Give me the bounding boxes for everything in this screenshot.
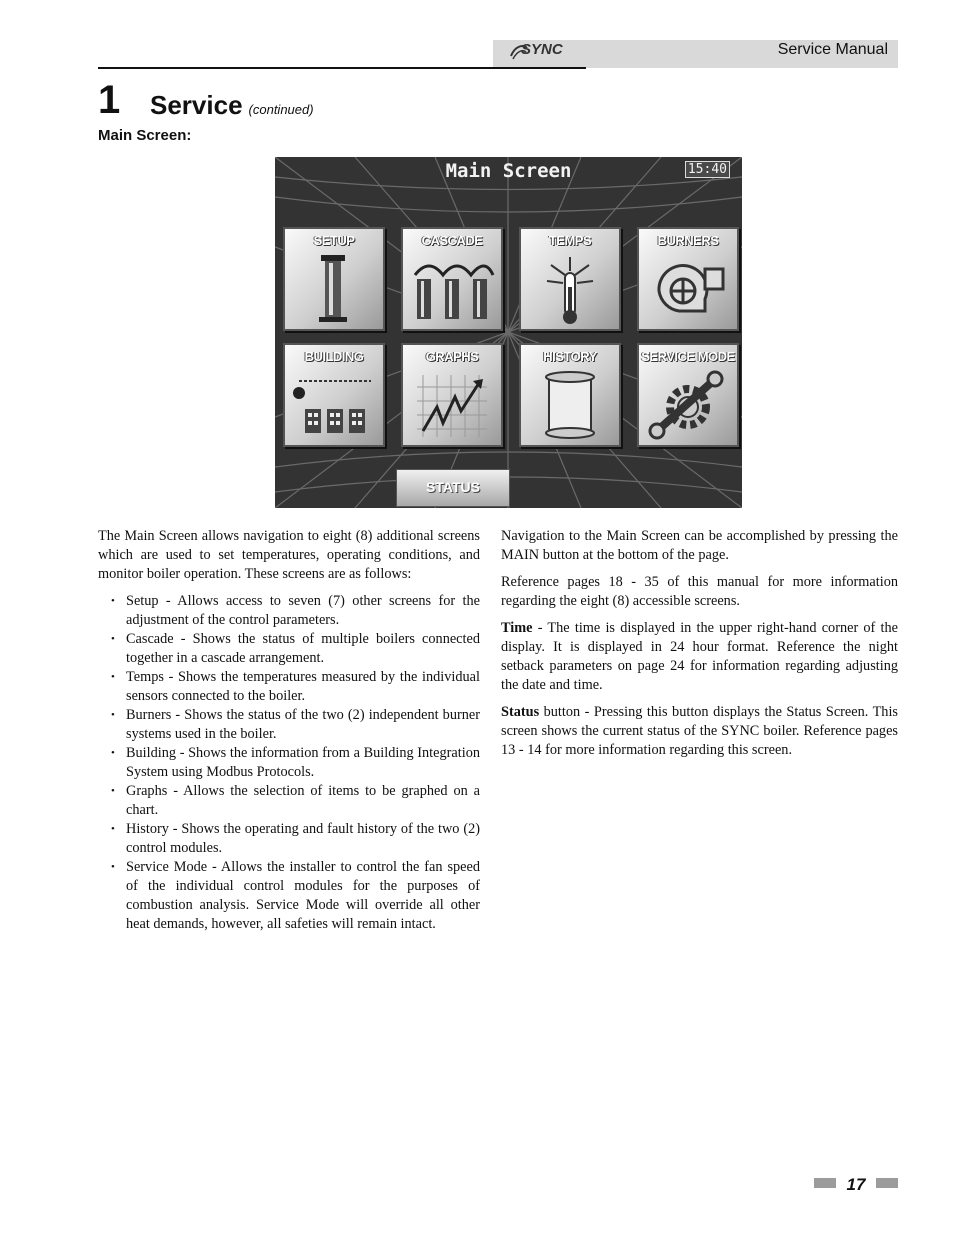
setup-tile-label: SETUP	[313, 233, 355, 248]
screen-title: Main Screen	[445, 160, 572, 182]
list-item: • History - Shows the operating and fault history of the two (2) control modules.	[126, 820, 480, 858]
subheading: Main Screen:	[98, 127, 192, 144]
footer-bar-right	[876, 1178, 898, 1188]
history-tile-label: HISTORY	[543, 349, 597, 364]
temps-tile[interactable]	[519, 227, 621, 331]
section-number: 1	[98, 78, 121, 122]
manual-title: Service Manual	[777, 41, 888, 58]
page-number: 17	[846, 1175, 866, 1194]
sync-logo	[509, 42, 569, 66]
list-item: • Burners - Shows the status of the two (2) independent burner systems used in the boiler.	[126, 706, 480, 744]
section-title-text: Service	[150, 90, 243, 120]
setup-tile[interactable]	[283, 227, 385, 331]
footer-bar-left	[814, 1178, 836, 1188]
building-tile[interactable]	[283, 343, 385, 447]
time-term: Time	[501, 620, 533, 636]
cascade-tile-label: CASCADE	[421, 233, 483, 248]
right-column	[501, 527, 898, 768]
boiler-column-icon	[285, 251, 383, 327]
list-item: • Cascade - Shows the status of multiple boilers connected together in a cascade arrangement.	[126, 630, 480, 668]
graphs-tile[interactable]	[401, 343, 503, 447]
time-text: - The time is displayed in the upper right-hand corner of the display. It is displayed in 24 hour format. Reference the night setback parameters on page 24 for information regarding adjusting the date and time.	[501, 620, 898, 693]
status-paragraph	[501, 703, 898, 760]
cascade-tile[interactable]	[401, 227, 503, 331]
intro-paragraph: The Main Screen allows navigation to eight (8) additional screens which are used to set temperatures, operating conditions, and monitor boiler operation. These screens are as follows:	[98, 528, 480, 582]
header-rule	[98, 67, 586, 69]
service-mode-tile-label: SERVICE MODE	[641, 349, 735, 364]
graphs-tile-label: GRAPHS	[425, 349, 479, 364]
screen-time: 15:40	[685, 161, 730, 178]
reference-paragraph: Reference pages 18 - 35 of this manual for more information regarding the eight (8) accessible screens.	[501, 574, 898, 609]
status-term: Status	[501, 704, 540, 720]
section-continued: (continued)	[248, 102, 314, 117]
status-text: button - Pressing this button displays the Status Screen. This screen shows the current status of the SYNC boiler. Reference pages 13 - 14 for more information regarding this screen.	[501, 704, 898, 758]
wrench-gear-icon	[639, 367, 737, 443]
status-button-label: STATUS	[426, 479, 480, 495]
temps-tile-label: TEMPS	[548, 233, 592, 248]
left-column	[98, 527, 480, 934]
header-band	[493, 40, 898, 68]
burners-tile-label: BURNERS	[657, 233, 719, 248]
navigation-paragraph: Navigation to the Main Screen can be accomplished by pressing the MAIN button at the bottom of the page.	[501, 528, 898, 563]
history-tile[interactable]	[519, 343, 621, 447]
list-item: • Setup - Allows access to seven (7) other screens for the adjustment of the control parameters.	[126, 592, 480, 630]
logo-text: SYNC	[521, 41, 563, 58]
perspective-grid-background	[275, 157, 742, 508]
burners-tile[interactable]	[637, 227, 739, 331]
burner-fan-icon	[639, 251, 737, 327]
list-item: • Building - Shows the information from a Building Integration System using Modbus Protocols.	[126, 744, 480, 782]
list-item: • Graphs - Allows the selection of items to be graphed on a chart.	[126, 782, 480, 820]
graph-arrow-icon	[403, 367, 501, 443]
list-item: • Service Mode - Allows the installer to control the fan speed of the individual control modules for the purposes of combustion analysis. Service Mode will override all other heat demands, however, all safeties will remain intact.	[126, 858, 480, 934]
screen-list	[98, 592, 480, 934]
list-item: • Temps - Shows the temperatures measured by the individual sensors connected to the boiler.	[126, 668, 480, 706]
cascade-boilers-icon	[403, 251, 501, 327]
time-paragraph	[501, 619, 898, 695]
scroll-icon	[521, 367, 619, 443]
thermometer-icon	[521, 251, 619, 327]
building-tile-label: BUILDING	[304, 349, 364, 364]
section-title	[150, 90, 314, 125]
service-mode-tile[interactable]	[637, 343, 739, 447]
main-screen-display	[275, 157, 742, 508]
building-network-icon	[285, 367, 383, 443]
status-button[interactable]	[396, 469, 510, 507]
